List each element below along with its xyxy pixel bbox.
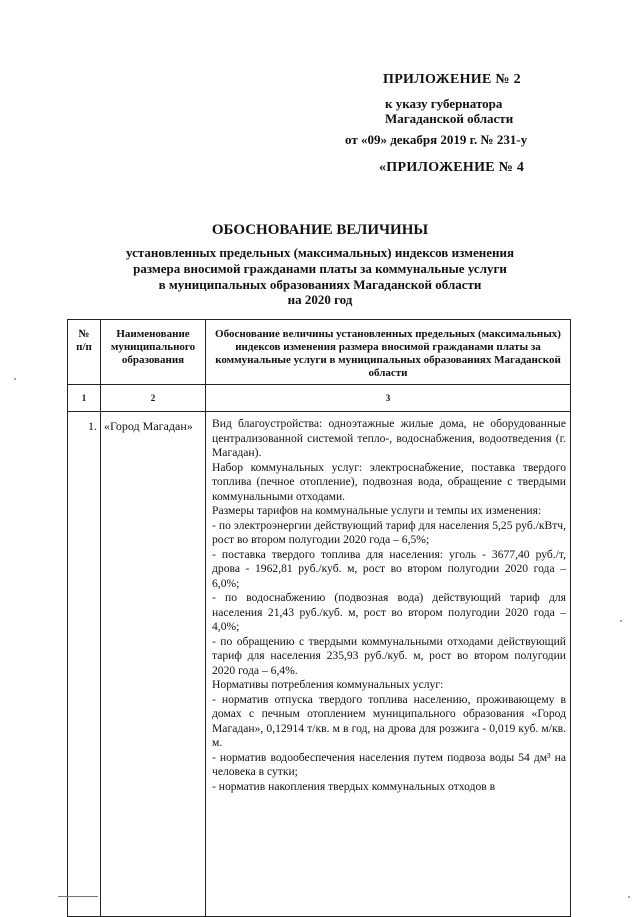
document-subtitle-line1: установленных предельных (максимальных) индексов изменения [125, 245, 515, 260]
paragraph-waste-norm: - норматив накопления твердых коммунальных отходов в [212, 779, 496, 793]
header-number [68, 320, 101, 385]
paragraph-water-norm: - норматив водообеспечения населения путем подвоза воды 54 дм³ на человека в сутки; [212, 750, 566, 778]
header-number-sign: № [78, 328, 90, 340]
paragraph-waste-tariff: - по обращению с твердыми коммунальными отходами действующий тариф для населения 235,93 руб./куб. м, рост во втором полугодии 2020 года – 6,4%. [212, 634, 566, 677]
annex-4-heading: «ПРИЛОЖЕНИЕ № 4 [379, 160, 525, 175]
paragraph-norms-intro: Нормативы потребления коммунальных услуг: [212, 678, 444, 691]
column-number-row [68, 385, 571, 412]
header-justification-text: Обоснование величины установленных предельных (максимальных) индексов изменения размера вносимой гражданами платы за коммунальные услуги в муниципальных образованиях Магаданской области [215, 328, 561, 379]
document-subtitle-line2: размера вносимой гражданами платы за коммунальные услуги [133, 261, 507, 276]
decree-reference-line2: Магаданской области [385, 111, 514, 126]
decree-reference-line1: к указу губернатора [385, 96, 503, 111]
decree-date: от «09» декабря 2019 г. № 231-у [345, 132, 528, 147]
scan-artifact-line [58, 896, 98, 897]
column-number-1: 1 [68, 385, 101, 412]
scan-artifact-dot [620, 620, 622, 622]
scan-artifact-dot [628, 896, 630, 898]
paragraph-fuel-norm: - норматив отпуска твердого топлива населению, проживающему в домах с печным отоплением муниципального образования «Город Магадан», 0,12914 т/кв. м в год, на дрова для розжига - 0,019 куб. м/кв. м. [212, 692, 566, 749]
paragraph-improvement-type: Вид благоустройства: одноэтажные жилые дома, не оборудованные централизованной системой тепло-, водоснабжения, водоотведения (г. Магадан). [212, 417, 566, 459]
paragraph-water-tariff: - по водоснабжению (подвозная вода) действующий тариф для населения 21,43 руб./куб. м, рост во втором полугодии 2020 года – 4,0%; [212, 591, 566, 633]
scan-artifact-dot [14, 378, 16, 380]
header-number-abbr: п/п [76, 341, 92, 353]
header-municipality-text: Наименование муниципального образования [110, 328, 196, 366]
document-title: ОБОСНОВАНИЕ ВЕЛИЧИНЫ [211, 222, 429, 238]
document-subtitle-line4: на 2020 год [287, 292, 353, 307]
annex-2-heading: ПРИЛОЖЕНИЕ № 2 [383, 72, 521, 87]
document-subtitle-line3: в муниципальных образованиях Магаданской области [158, 277, 482, 292]
column-number-3: 3 [206, 385, 571, 412]
paragraph-tariffs-intro: Размеры тарифов на коммунальные услуги и темпы их изменения: [212, 504, 542, 517]
justification-table [67, 319, 571, 917]
paragraph-fuel-tariff: - поставка твердого топлива для населения: уголь - 3677,40 руб./т, дрова - 1962,81 руб./куб. м, рост во втором полугодии 2020 года – 6,0%; [212, 547, 566, 590]
table-header-row [68, 320, 571, 385]
header-justification [206, 320, 571, 385]
paragraph-services-set: Набор коммунальных услуг: электроснабжение, поставка твердого топлива (печное отопление), подвозная вода, обращение с твердыми коммунальными отходами. [212, 460, 566, 503]
column-number-2: 2 [101, 385, 206, 412]
row-justification [206, 412, 571, 917]
row-municipality: «Город Магадан» [101, 412, 206, 917]
header-municipality [101, 320, 206, 385]
table-row [68, 412, 571, 917]
row-index: 1. [68, 412, 101, 917]
paragraph-electricity-tariff: - по электроэнергии действующий тариф для населения 5,25 руб./кВтч, рост во втором полугодии 2020 года – 6,5%; [212, 518, 566, 546]
